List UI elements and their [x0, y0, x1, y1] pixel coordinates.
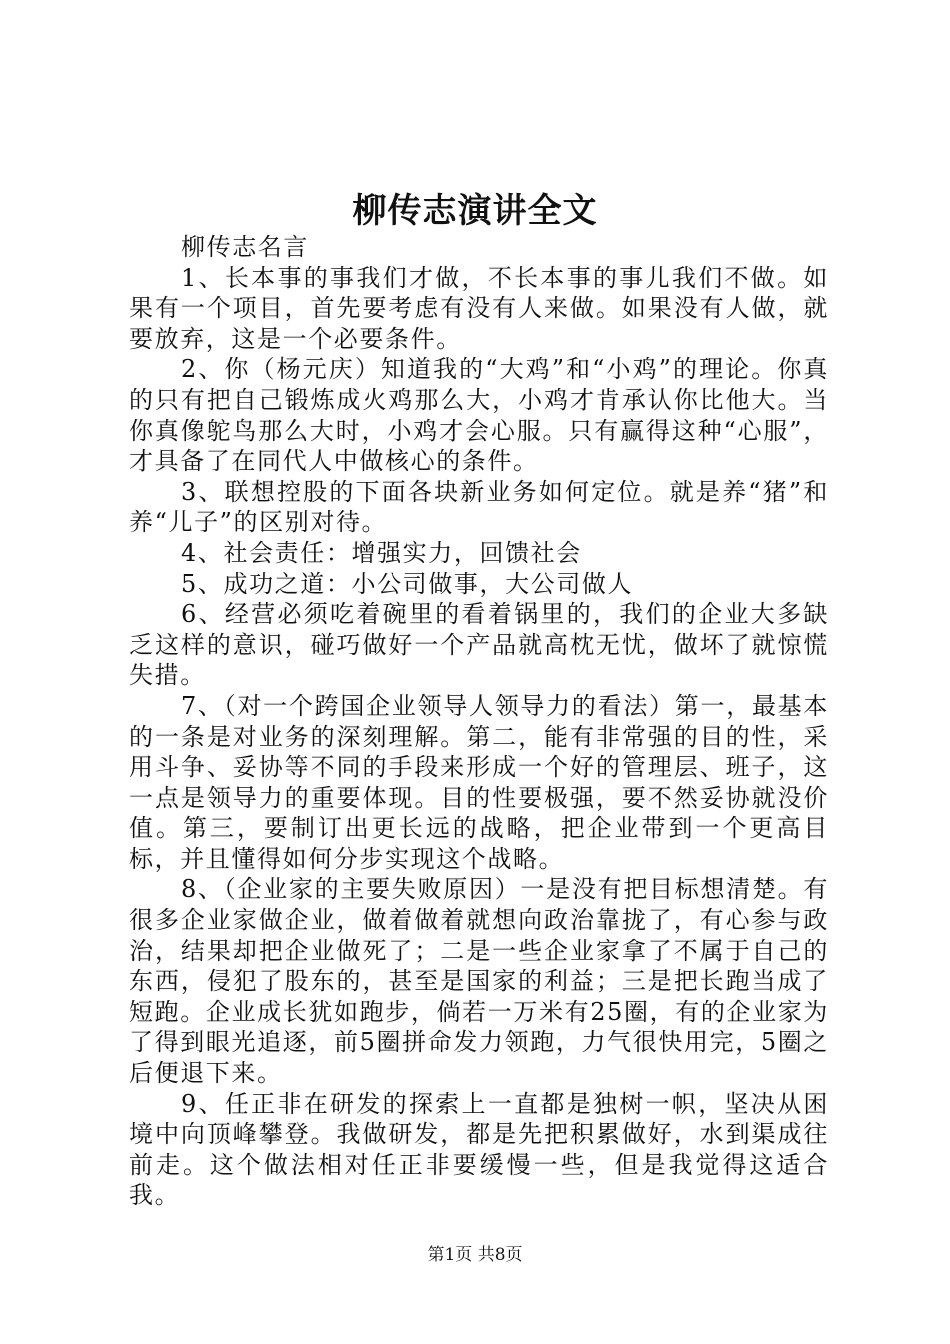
paragraph-1: 1、长本事的事我们才做，不长本事的事儿我们不做。如果有一个项目，首先要考虑有没有人来做。如果没有人做，就要放弃，这是一个必要条件。: [129, 263, 829, 353]
document-title: 柳传志演讲全文: [352, 191, 598, 231]
paragraph-6: 6、经营必须吃着碗里的看着锅里的，我们的企业大多缺乏这样的意识，碰巧做好一个产品就高枕无忧，做坏了就惊慌失措。: [129, 600, 829, 690]
paragraph-8: 8、（企业家的主要失败原因）一是没有把目标想清楚。有很多企业家做企业，做着做着就想向政治靠拢了，有心参与政治，结果却把企业做死了；二是一些企业家拿了不属于自己的东西，侵犯了股东的，甚至是国家的利益；三是把长跑当成了短跑。企业成长犹如跑步，倘若一万米有25圈，有的企业家为了得到眼光追逐，前5圈拼命发力领跑，力气很快用完，5圈之后便退下来。: [129, 875, 829, 1088]
subtitle: 柳传志名言: [181, 233, 309, 261]
page-footer: 第1页 共8页: [427, 1245, 523, 1265]
document-body: [129, 232, 829, 1211]
paragraph-9: 9、任正非在研发的探索上一直都是独树一帜，坚决从困境中向顶峰攀登。我做研发，都是先把积累做好，水到渠成往前走。这个做法相对任正非要缓慢一些，但是我觉得这适合我。: [129, 1089, 829, 1210]
paragraph-3: 3、联想控股的下面各块新业务如何定位。就是养“猪”和养“儿子”的区别对待。: [129, 477, 829, 537]
paragraph-5: 5、成功之道：小公司做事，大公司做人: [181, 569, 634, 598]
paragraph-2: 2、你（杨元庆）知道我的“大鸡”和“小鸡”的理论。你真的只有把自己锻炼成火鸡那么大，小鸡才肯承认你比他大。当你真像鸵鸟那么大时，小鸡才会心服。只有赢得这种“心服”，才具备了在同代人中做核心的条件。: [129, 355, 829, 476]
paragraph-7: 7、（对一个跨国企业领导人领导力的看法）第一，最基本的一条是对业务的深刻理解。第二，能有非常强的目的性，采用斗争、妥协等不同的手段来形成一个好的管理层、班子，这一点是领导力的重要体现。目的性要极强，要不然妥协就没价值。第三，要制订出更长远的战略，把企业带到一个更高目标，并且懂得如何分步实现这个战略。: [129, 691, 829, 873]
paragraph-4: 4、社会责任：增强实力，回馈社会: [181, 538, 582, 567]
